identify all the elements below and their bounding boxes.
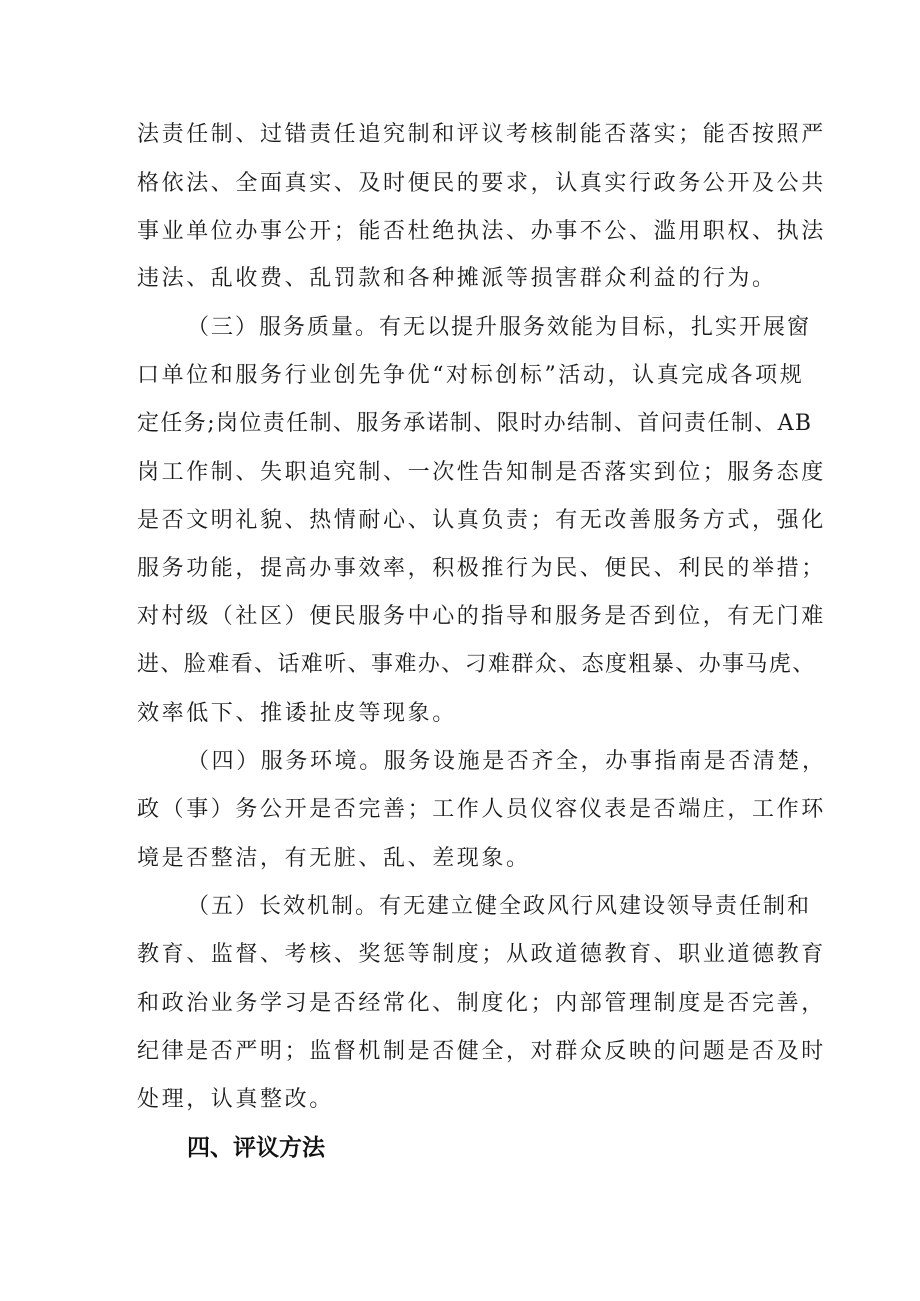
text-line: 政（事）务公开是否完善；工作人员仪容仪表是否端庄，工作环	[137, 797, 826, 822]
text-line: 纪律是否严明；监督机制是否健全，对群众反映的问题是否及时	[137, 1039, 826, 1064]
paragraph-first-line: （三）服务质量。有无以提升服务效能为目标，扎实开展窗	[187, 315, 812, 340]
text-line: 对村级（社区）便民服务中心的指导和服务是否到位，有无门难	[137, 604, 826, 629]
paragraph-first-line: （五）长效机制。有无建立健全政风行风建设领导责任制和	[187, 894, 812, 919]
text-line: 境是否整洁，有无脏、乱、差现象。	[137, 846, 531, 871]
text-line: 处理，认真整改。	[137, 1087, 334, 1112]
text-line: 定任务;岗位责任制、服务承诺制、限时办结制、首问责任制、AB	[137, 411, 813, 436]
text-line: 法责任制、过错责任追究制和评议考核制能否落实；能否按照严	[137, 122, 826, 147]
paragraph-first-line: （四）服务环境。服务设施是否齐全，办事指南是否清楚，	[187, 749, 827, 774]
text-line: 是否文明礼貌、热情耐心、认真负责；有无改善服务方式，强化	[137, 508, 826, 533]
text-line: 岗工作制、失职追究制、一次性告知制是否落实到位；服务态度	[137, 460, 826, 485]
text-line: 进、脸难看、话难听、事难办、刁难群众、态度粗暴、办事马虎、	[137, 652, 816, 677]
text-line: 口单位和服务行业创先争优“对标创标”活动，认真完成各项规	[137, 363, 805, 388]
text-line: 事业单位办事公开；能否杜绝执法、办事不公、滥用职权、执法	[137, 219, 826, 244]
text-line: 效率低下、推诿扯皮等现象。	[137, 701, 457, 726]
text-line: 和政治业务学习是否经常化、制度化；内部管理制度是否完善，	[137, 991, 826, 1016]
text-line: 教育、监督、考核、奖惩等制度；从政道德教育、职业道德教育	[137, 942, 826, 967]
text-line: 格依法、全面真实、及时便民的要求，认真实行政务公开及公共	[137, 171, 826, 196]
text-line: 服务功能，提高办事效率，积极推行为民、便民、利民的举措；	[137, 556, 826, 581]
section-heading: 四、评议方法	[187, 1135, 325, 1161]
text-line: 违法、乱收费、乱罚款和各种摊派等损害群众利益的行为。	[137, 266, 777, 291]
